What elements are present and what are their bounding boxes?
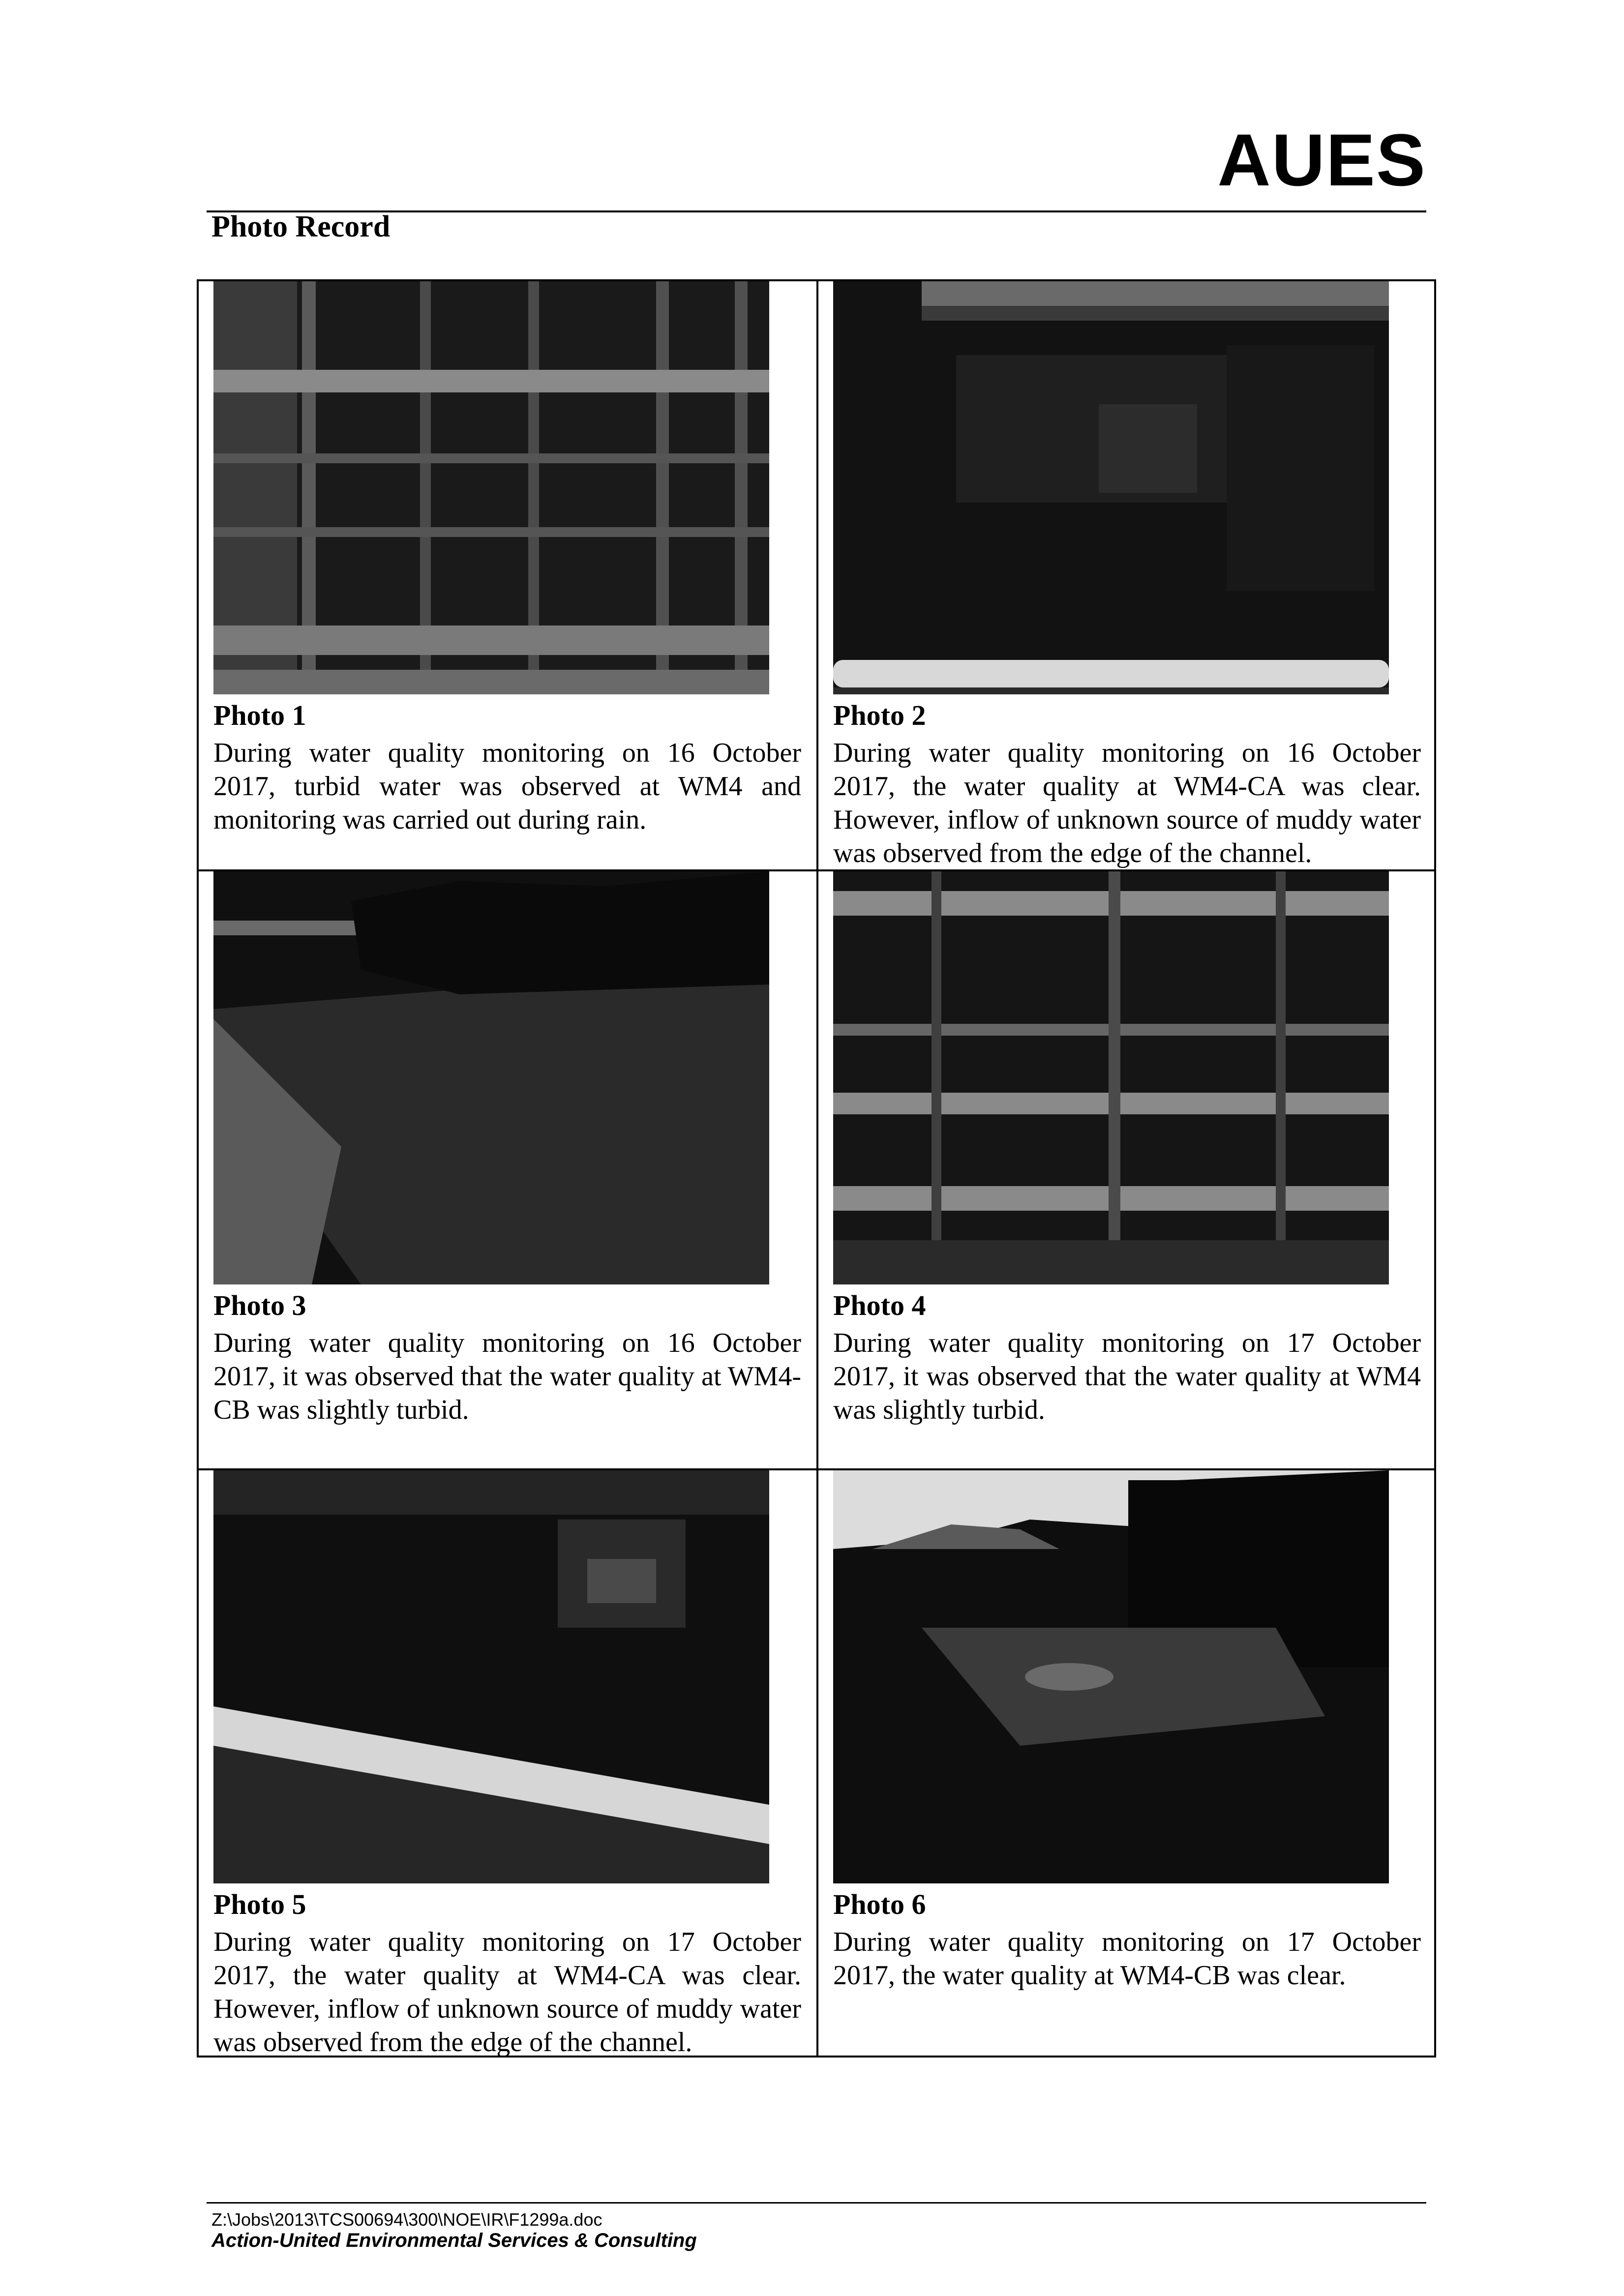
photo-label-3: Photo 3: [213, 1289, 306, 1321]
page-title: Photo Record: [211, 210, 391, 243]
photo-image-5: [213, 1470, 769, 1883]
photo-cell-5: [199, 1469, 817, 2056]
photo-cell-3: [199, 870, 817, 1469]
photo-image-2: [833, 281, 1389, 694]
photo-cell-1: [199, 281, 817, 870]
footer-company-name: Action-United Environmental Services & Consulting: [211, 2230, 697, 2251]
photo-label-4: Photo 4: [833, 1289, 926, 1321]
photo-label-5: Photo 5: [213, 1888, 306, 1920]
photo-cell-4: [817, 870, 1436, 1469]
photo-record-table: [197, 279, 1436, 2057]
photo-image-6: [833, 1470, 1389, 1883]
photo-label-1: Photo 1: [213, 699, 306, 731]
photo-image-3: [213, 871, 769, 1284]
photo-label-6: Photo 6: [833, 1888, 926, 1920]
photo-caption-3: During water quality monitoring on 16 October 2017, it was observed that the water quality at WM4-CB was slightly turbid.: [213, 1328, 801, 1425]
photo-cell-2: [817, 281, 1436, 870]
photo-caption-1: During water quality monitoring on 16 October 2017, turbid water was observed at WM4 and monitoring was carried out during rain.: [213, 738, 801, 835]
photo-caption-6: During water quality monitoring on 17 October 2017, the water quality at WM4-CB was clear.: [833, 1927, 1421, 1991]
photo-image-4: [833, 871, 1389, 1284]
footer-file-path: Z:\Jobs\2013\TCS00694\300\NOE\IR\F1299a.doc: [211, 2209, 602, 2230]
photo-caption-2: During water quality monitoring on 16 October 2017, the water quality at WM4-CA was clear. However, inflow of unknown source of muddy water was observed from the edge of the channel.: [833, 738, 1421, 868]
company-logo: AUES: [1217, 119, 1426, 201]
photo-image-1: [213, 281, 769, 694]
photo-caption-5: During water quality monitoring on 17 October 2017, the water quality at WM4-CA was clear. However, inflow of unknown source of muddy water was observed from the edge of the channel.: [213, 1927, 801, 2057]
photo-cell-6: [817, 1469, 1436, 2056]
photo-caption-4: During water quality monitoring on 17 October 2017, it was observed that the water quality at WM4 was slightly turbid.: [833, 1328, 1421, 1425]
photo-label-2: Photo 2: [833, 699, 926, 731]
footer-divider: [207, 2202, 1426, 2204]
